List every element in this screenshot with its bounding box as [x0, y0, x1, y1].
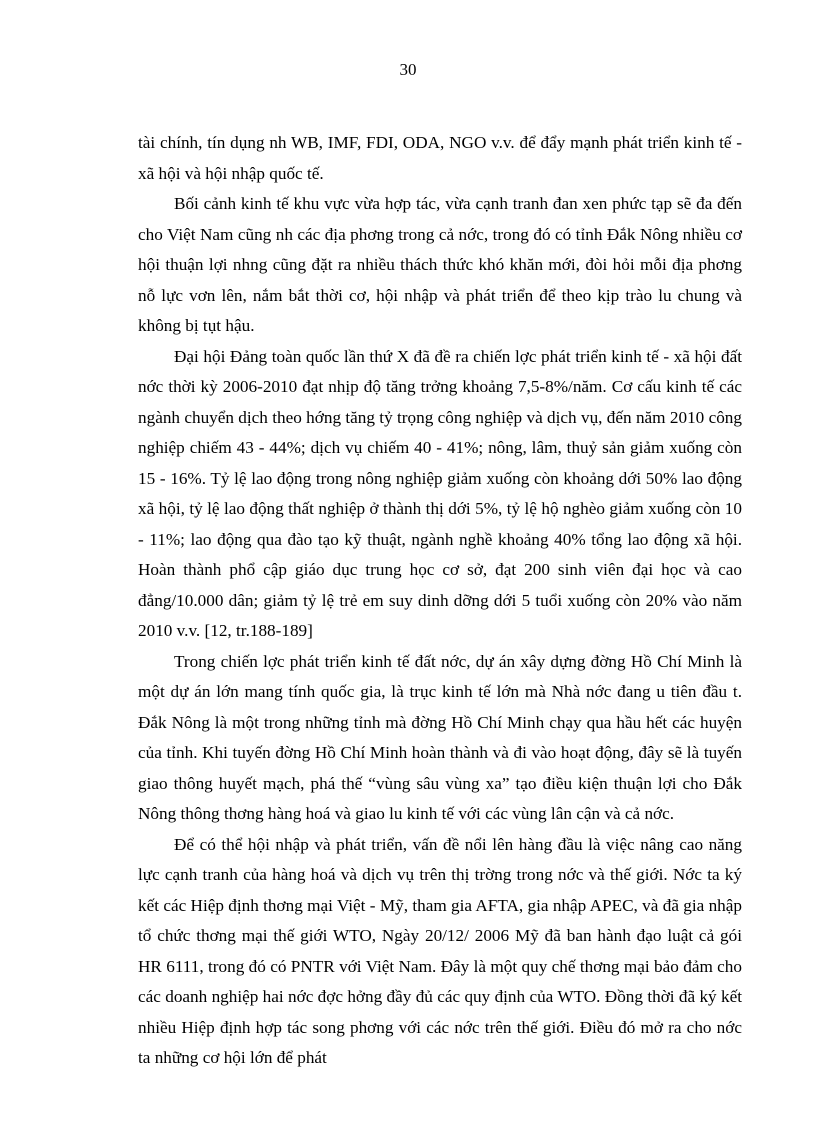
paragraph-4: Trong chiến lợc phát triển kinh tế đất nớc, dự án xây dựng đờng Hồ Chí Minh là một dự án lớn mang tính quốc gia, là trục kinh tế lớn mà Nhà nớc đang u tiên đầu t. Đắk Nông là một trong những tỉnh mà đờng Hồ Chí Minh chạy qua hầu hết các huyện của tỉnh. Khi tuyến đờng Hồ Chí Minh hoàn thành và đi vào hoạt động, đây sẽ là tuyến giao thông huyết mạch, phá thế “vùng sâu vùng xa” tạo điều kiện thuận lợi cho Đắk Nông thông thơng hàng hoá và giao lu kinh tế với các vùng lân cận và cả nớc.: [138, 651, 742, 823]
page-number: 30: [399, 60, 417, 79]
body-text: [138, 128, 742, 1074]
paragraph-3: Đại hội Đảng toàn quốc lần thứ X đã đề ra chiến lợc phát triển kinh tế - xã hội đất nớc thời kỳ 2006-2010 đạt nhịp độ tăng trởng khoảng 7,5-8%/năm. Cơ cấu kinh tế các ngành chuyển dịch theo hớng tăng tỷ trọng công nghiệp và dịch vụ, đến năm 2010 công nghiệp chiếm 43 - 44%; dịch vụ chiếm 40 - 41%; nông, lâm, thuỷ sản giảm xuống còn 15 - 16%. Tỷ lệ lao động trong nông nghiệp giảm xuống còn khoảng dới 50% lao động xã hội, tỷ lệ lao động thất nghiệp ở thành thị dới 5%, tỷ lệ hộ nghèo giảm xuống còn 10 - 11%; lao động qua đào tạo kỹ thuật, ngành nghề khoảng 40% tổng lao động xã hội. Hoàn thành phổ cập giáo dục trung học cơ sở, đạt 200 sinh viên đại học và cao đẳng/10.000 dân; giảm tỷ lệ trẻ em suy dinh dỡng dới 5 tuổi xuống còn 20% vào năm 2010 v.v. [12, tr.188-189]: [138, 346, 742, 640]
paragraph-5: Để có thể hội nhập và phát triển, vấn đề nổi lên hàng đầu là việc nâng cao năng lực cạnh tranh của hàng hoá và dịch vụ trên thị trờng trong nớc và thế giới. Nớc ta ký kết các Hiệp định thơng mại Việt - Mỹ, tham gia AFTA, gia nhập APEC, và đã gia nhập tổ chức thơng mại thế giới WTO, Ngày 20/12/ 2006 Mỹ đã ban hành đạo luật cả gói HR 6111, trong đó có PNTR với Việt Nam. Đây là một quy chế thơng mại bảo đảm cho các doanh nghiệp hai nớc đợc hởng đầy đủ các quy định của WTO. Đồng thời đã ký kết nhiều Hiệp định hợp tác song phơng với các nớc trên thế giới. Điều đó mở ra cho nớc ta những cơ hội lớn để phát: [138, 834, 742, 1067]
paragraph-2: Bối cảnh kinh tế khu vực vừa hợp tác, vừa cạnh tranh đan xen phức tạp sẽ đa đến cho Việt Nam cũng nh các địa phơng trong cả nớc, trong đó có tỉnh Đắk Nông nhiều cơ hội thuận lợi nhng cũng đặt ra nhiều thách thức khó khăn mới, đòi hỏi mỗi địa phơng nỗ lực vơn lên, nắm bắt thời cơ, hội nhập và phát triển để theo kịp trào lu chung và không bị tụt hậu.: [138, 194, 742, 335]
paragraph-1: tài chính, tín dụng nh WB, IMF, FDI, ODA, NGO v.v. để đẩy mạnh phát triển kinh tế - xã hội và hội nhập quốc tế.: [138, 133, 742, 183]
